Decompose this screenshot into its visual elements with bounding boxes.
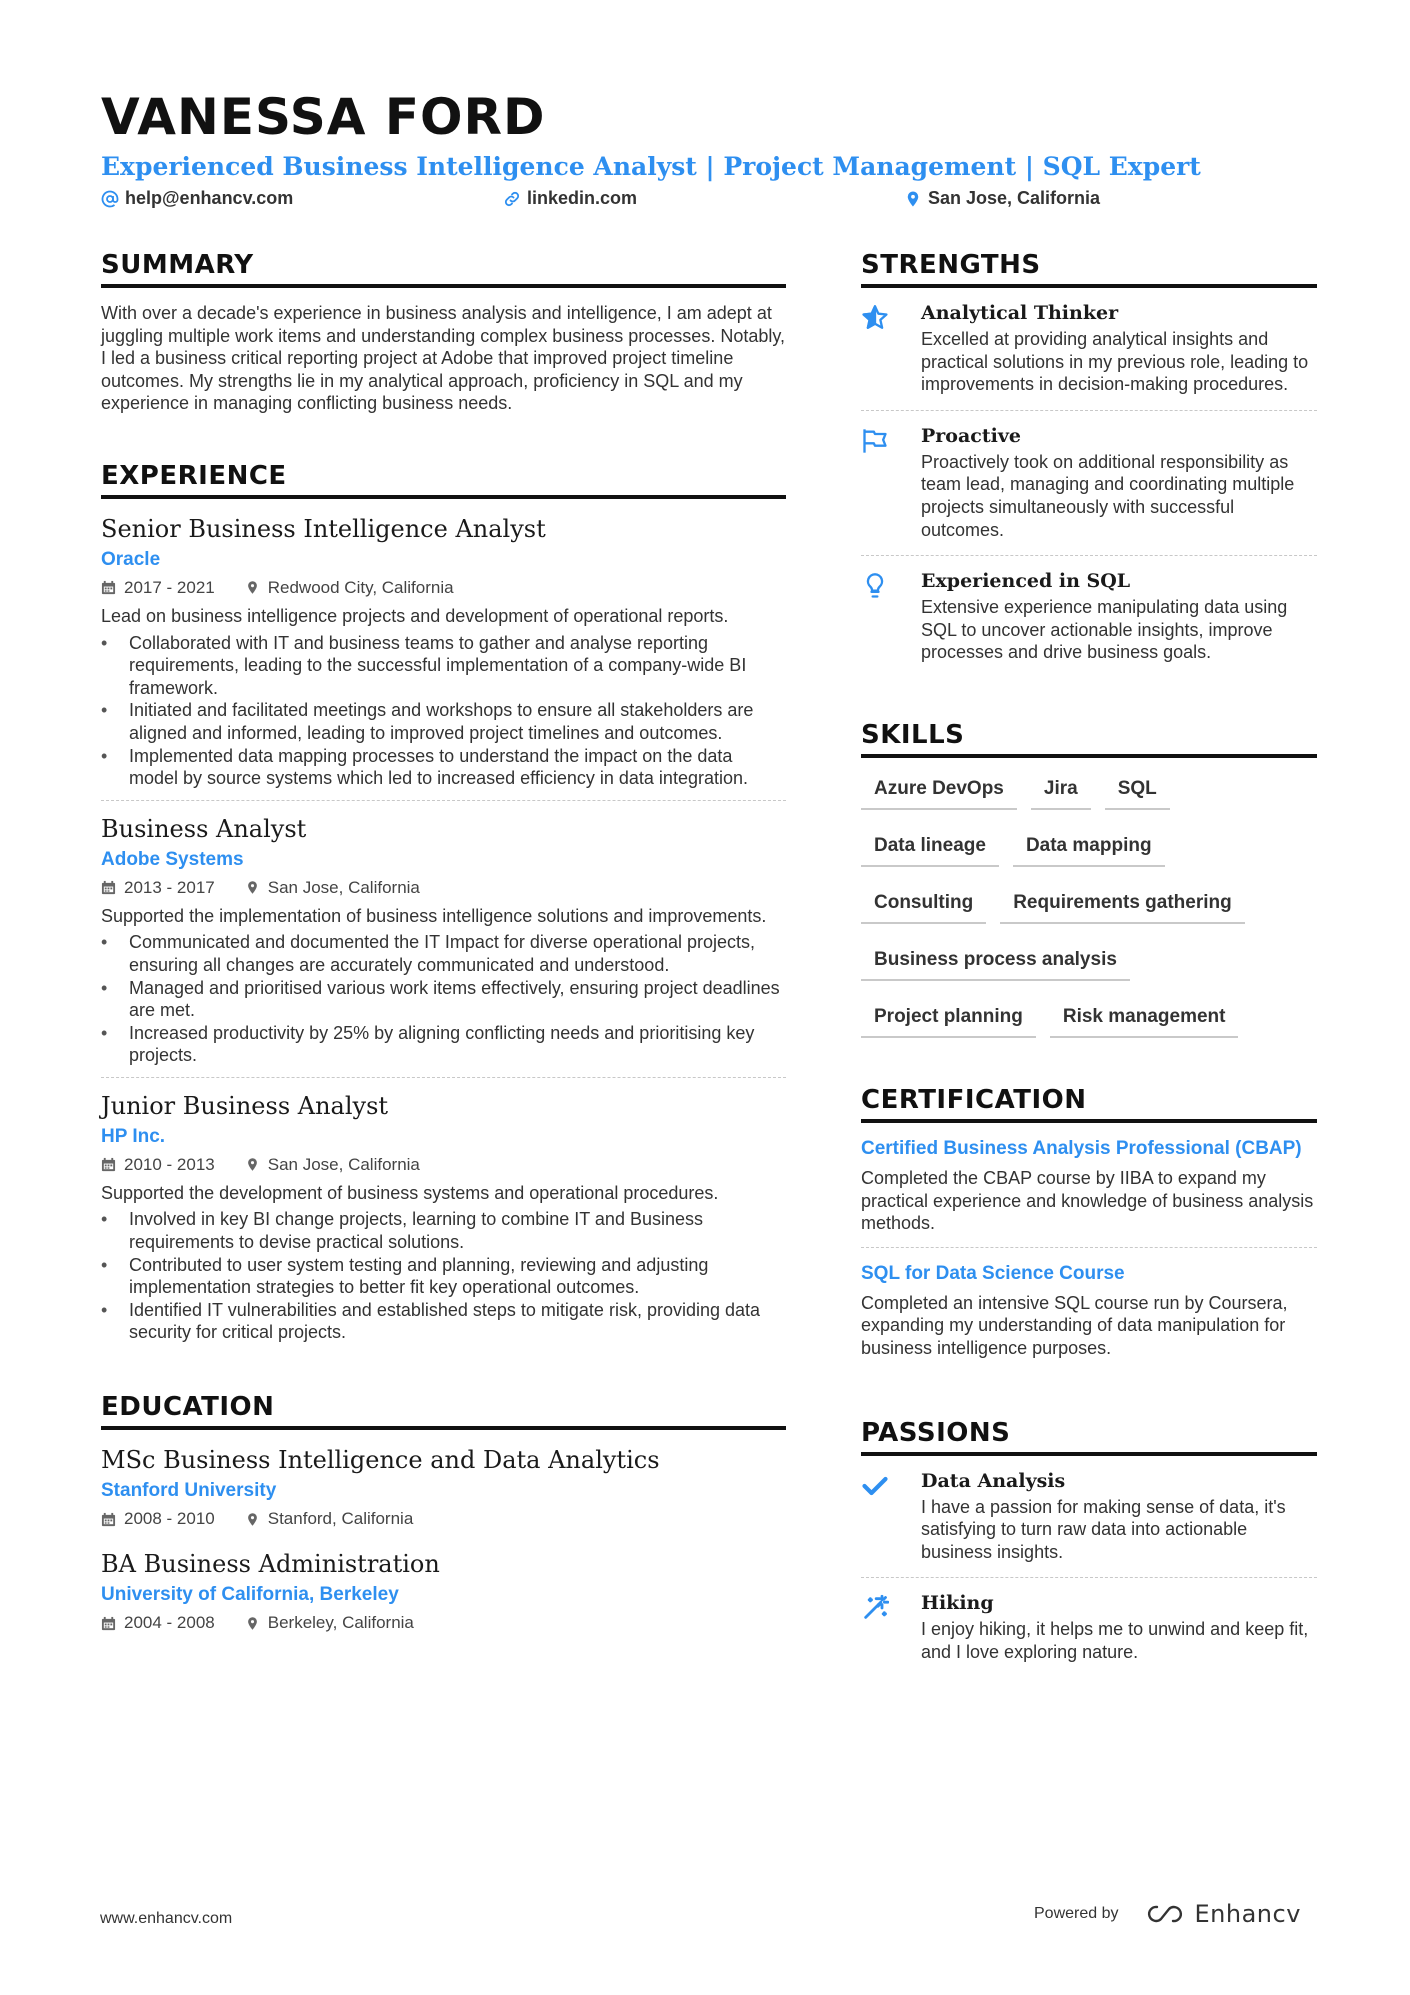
certification-item — [861, 1248, 1317, 1372]
education-dates: 2004 - 2008 — [124, 1613, 215, 1633]
summary-heading: SUMMARY — [101, 248, 786, 288]
strength-item — [861, 556, 1317, 678]
education-entry — [101, 1444, 786, 1530]
school-name[interactable]: University of California, Berkeley — [101, 1584, 399, 1606]
experience-entry — [101, 513, 786, 801]
strength-title: Analytical Thinker — [921, 302, 1119, 324]
strength-title: Proactive — [921, 424, 1021, 447]
job-dates: 2010 - 2013 — [124, 1154, 215, 1174]
company-name[interactable]: Adobe Systems — [101, 848, 244, 870]
bullet-item: • Identified IT vulnerabilities and established steps to mitigate risk, providing data security for critical projects. — [101, 1299, 786, 1344]
skill-tag: Project planning — [861, 998, 1036, 1038]
education-location: Berkeley, California — [267, 1613, 414, 1633]
certification-heading: CERTIFICATION — [861, 1083, 1317, 1123]
summary-text: With over a decade's experience in business analysis and intelligence, I am adept at juggling multiple work items and understanding complex business processes. Notably, I led a business critical reporting project at Adobe that improved project timeline outcomes. My strengths lie in my analytical approach, proficiency in SQL and my experience in managing conflicting business needs. — [101, 303, 786, 414]
skills-list — [861, 770, 1317, 1055]
passion-title: Data Analysis — [921, 1469, 1066, 1492]
job-description: Supported the implementation of business intelligence solutions and improvements. — [101, 905, 767, 926]
bullet-item: • Managed and prioritised various work items effectively, ensuring project deadlines are met. — [101, 977, 786, 1022]
job-dates: 2013 - 2017 — [124, 877, 215, 897]
passion-text: I enjoy hiking, it helps me to unwind and keep fit, and I love exploring nature. — [921, 1619, 1309, 1662]
education-meta — [101, 1508, 786, 1530]
education-location: Stanford, California — [267, 1509, 414, 1529]
link-icon — [503, 190, 521, 208]
strength-text: Proactively took on additional responsibility as team lead, managing and coordinating multiple projects simultaneously with successful outcomes. — [921, 451, 1295, 540]
job-description: Lead on business intelligence projects and development of operational reports. — [101, 605, 729, 626]
job-bullets — [101, 931, 786, 1067]
job-bullets — [101, 1208, 786, 1344]
star-icon — [861, 304, 889, 332]
bullet-item: • Contributed to user system testing and planning, reviewing and adjusting implementation strategies to better fit key operational outcomes. — [101, 1254, 786, 1299]
skill-tag: Business process analysis — [861, 941, 1130, 981]
contact-linkedin[interactable] — [503, 188, 637, 209]
location-pin-icon — [245, 1616, 260, 1631]
company-name[interactable]: HP Inc. — [101, 1125, 166, 1147]
strengths-heading: STRENGTHS — [861, 248, 1317, 288]
education-dates: 2008 - 2010 — [124, 1509, 215, 1529]
school-name[interactable]: Stanford University — [101, 1480, 277, 1502]
education-section — [101, 1390, 786, 1634]
flag-icon — [861, 427, 889, 455]
bullet-item: • Collaborated with IT and business teams to gather and analyse reporting requirements, leading to the successful implementation of a company-wide BI framework. — [101, 632, 786, 700]
certification-item — [861, 1123, 1317, 1248]
contact-linkedin-text: linkedin.com — [527, 188, 638, 208]
job-location: San Jose, California — [267, 877, 420, 897]
strength-item — [861, 411, 1317, 556]
bullet-item: • Increased productivity by 25% by aligning conflicting needs and prioritising key projects. — [101, 1022, 786, 1067]
job-bullets — [101, 632, 786, 790]
strength-item — [861, 288, 1317, 411]
job-dates: 2017 - 2021 — [124, 577, 215, 597]
job-meta — [101, 1154, 786, 1176]
passion-item — [861, 1578, 1317, 1677]
contact-bar — [101, 188, 1321, 216]
location-pin-icon — [245, 1157, 260, 1172]
skills-heading: SKILLS — [861, 718, 1317, 758]
experience-entry — [101, 1090, 786, 1354]
job-meta — [101, 577, 786, 599]
right-column — [861, 248, 1317, 1677]
calendar-icon — [101, 1616, 116, 1631]
calendar-icon — [101, 1512, 116, 1527]
education-meta — [101, 1612, 786, 1634]
summary-section — [101, 248, 786, 415]
job-title: Junior Business Analyst — [101, 1091, 389, 1120]
strengths-section — [861, 248, 1317, 678]
candidate-name: VANESSA FORD — [101, 88, 546, 146]
skill-tag: Azure DevOps — [861, 770, 1017, 810]
location-pin-icon — [245, 880, 260, 895]
passions-section — [861, 1416, 1317, 1678]
enhancv-logo-icon — [1143, 1901, 1187, 1927]
company-name[interactable]: Oracle — [101, 548, 161, 570]
candidate-tagline: Experienced Business Intelligence Analyst | Project Management | SQL Expert — [101, 152, 1201, 181]
enhancv-logo-text: Enhancv — [1194, 1900, 1301, 1928]
powered-by-label: Powered by — [1034, 1905, 1119, 1922]
passion-text: I have a passion for making sense of data, it's satisfying to turn raw data into actionable business insights. — [921, 1496, 1286, 1562]
skill-tag: Consulting — [861, 884, 986, 924]
bullet-item: • Implemented data mapping processes to understand the impact on the data model by source systems which led to increased efficiency in data integration. — [101, 745, 786, 790]
skill-tag: Data lineage — [861, 827, 999, 867]
job-location: Redwood City, California — [267, 577, 454, 597]
skill-tag: Jira — [1031, 770, 1091, 810]
location-pin-icon — [245, 580, 260, 595]
degree-title: BA Business Administration — [101, 1550, 440, 1579]
footer-branding — [1034, 1900, 1301, 1928]
job-title: Business Analyst — [101, 814, 307, 843]
contact-email[interactable] — [101, 188, 293, 209]
footer-website[interactable]: www.enhancv.com — [100, 1910, 233, 1927]
job-meta — [101, 877, 786, 899]
skill-tag: Data mapping — [1013, 827, 1165, 867]
contact-email-text: help@enhancv.com — [125, 188, 294, 208]
experience-entry — [101, 813, 786, 1078]
certification-title[interactable]: Certified Business Analysis Professional (CBAP) — [861, 1137, 1302, 1159]
skill-tag: Risk management — [1050, 998, 1239, 1038]
passion-item — [861, 1456, 1317, 1579]
resume-header — [101, 86, 1321, 216]
skills-section — [861, 718, 1317, 1055]
strength-title: Experienced in SQL — [921, 570, 1131, 593]
job-title: Senior Business Intelligence Analyst — [101, 514, 546, 543]
education-entry — [101, 1548, 786, 1634]
lightbulb-icon — [861, 572, 889, 600]
skill-tag: SQL — [1105, 770, 1170, 810]
calendar-icon — [101, 1157, 116, 1172]
experience-heading: EXPERIENCE — [101, 459, 786, 499]
certification-text: Completed an intensive SQL course run by Coursera, expanding my understanding of data manipulation for business intelligence purposes. — [861, 1292, 1288, 1358]
enhancv-logo[interactable] — [1143, 1900, 1301, 1928]
passion-title: Hiking — [921, 1592, 994, 1615]
passions-heading: PASSIONS — [861, 1416, 1317, 1456]
contact-location — [904, 188, 1100, 209]
left-column — [101, 248, 786, 1634]
bullet-item: • Initiated and facilitated meetings and workshops to ensure all stakeholders are aligned and informed, leading to improved project timelines and outcomes. — [101, 699, 786, 744]
at-icon — [101, 190, 119, 208]
calendar-icon — [101, 580, 116, 595]
bullet-item: • Involved in key BI change projects, learning to combine IT and Business requirements to devise practical solutions. — [101, 1208, 786, 1253]
education-heading: EDUCATION — [101, 1390, 786, 1430]
certification-title[interactable]: SQL for Data Science Course — [861, 1262, 1125, 1284]
bullet-item: • Communicated and documented the IT Impact for diverse operational projects, ensuring all changes are accurately communicated and understood. — [101, 931, 786, 976]
job-location: San Jose, California — [267, 1154, 420, 1174]
strength-text: Excelled at providing analytical insights and practical solutions in my previous role, leading to improvements in decision-making procedures. — [921, 329, 1309, 395]
certification-text: Completed the CBAP course by IIBA to expand my practical experience and knowledge of business analysis methods. — [861, 1167, 1314, 1234]
skill-tag: Requirements gathering — [1000, 884, 1245, 924]
certification-section — [861, 1083, 1317, 1372]
contact-location-text: San Jose, California — [928, 188, 1101, 208]
job-description: Supported the development of business systems and operational procedures. — [101, 1182, 719, 1203]
checkmark-icon — [861, 1472, 889, 1500]
magic-wand-icon — [861, 1594, 889, 1622]
location-pin-icon — [245, 1512, 260, 1527]
location-pin-icon — [904, 190, 922, 208]
calendar-icon — [101, 880, 116, 895]
degree-title: MSc Business Intelligence and Data Analytics — [101, 1446, 660, 1475]
experience-section — [101, 459, 786, 1354]
strength-text: Extensive experience manipulating data using SQL to uncover actionable insights, improve processes and drive business goals. — [921, 597, 1288, 663]
